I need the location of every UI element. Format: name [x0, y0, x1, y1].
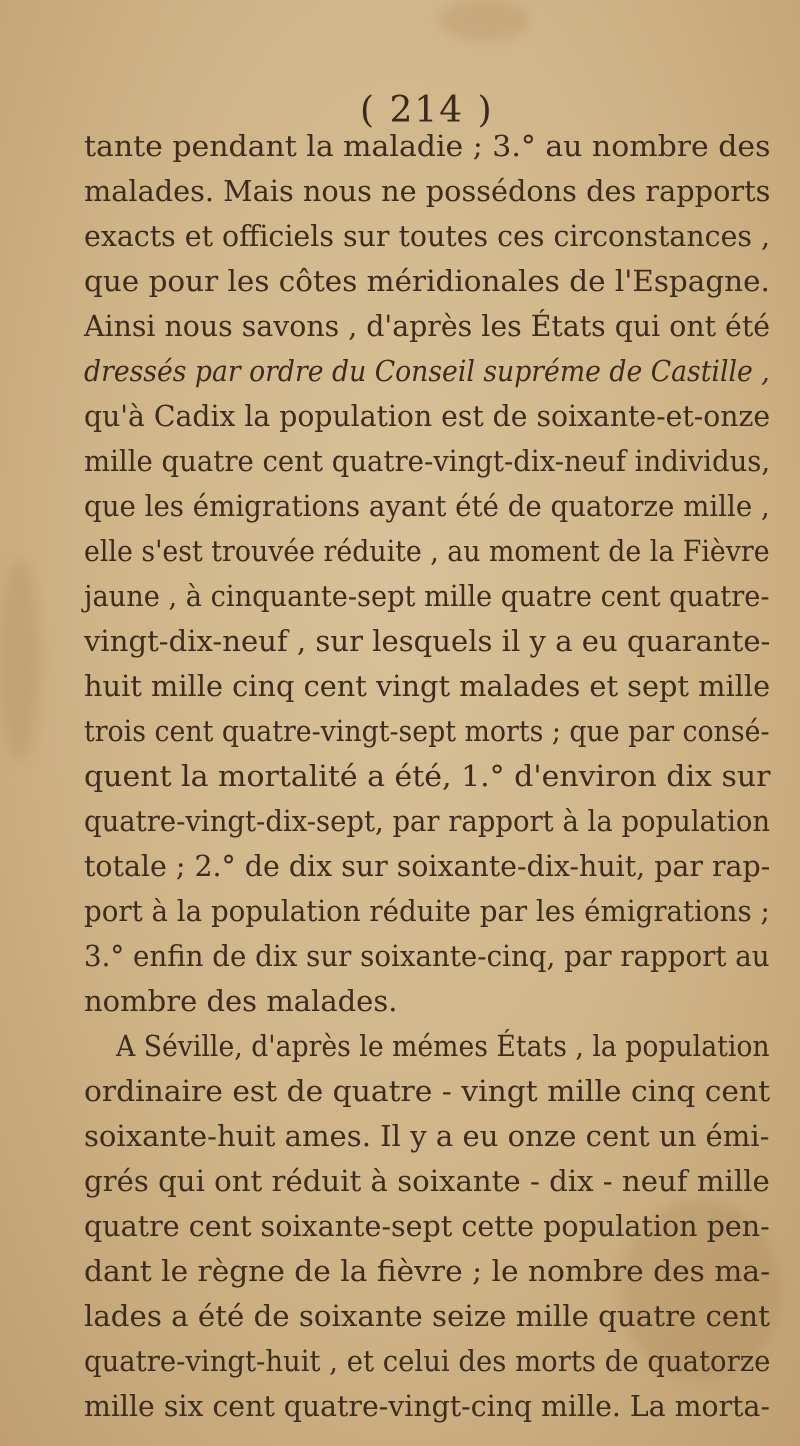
text-line: trois cent quatre-vingt-sept morts ; que par consé-	[84, 714, 770, 748]
text-line: malades. Mais nous ne possédons des rapports	[84, 174, 771, 208]
text-line: A Séville, d'après le mémes États , la population	[116, 1029, 770, 1063]
paper-stain	[440, 0, 530, 40]
text-line: jaune , à cinquante-sept mille quatre cent quatre-	[84, 579, 770, 613]
text-line: ordinaire est de quatre - vingt mille cinq cent	[84, 1074, 771, 1108]
text-line: dant le règne de la fièvre ; le nombre des ma-	[84, 1254, 771, 1288]
text-line: mille quatre cent quatre-vingt-dix-neuf individus,	[84, 444, 771, 478]
text-line: vingt-dix-neuf , sur lesquels il y a eu quarante-	[84, 624, 771, 658]
text-line: soixante-huit ames. Il y a eu onze cent un émi-	[84, 1119, 770, 1153]
text-line: quent la mortalité a été, 1.° d'environ dix sur	[84, 759, 771, 793]
text-line: nombre des malades.	[84, 984, 398, 1018]
text-line: port à la population réduite par les émigrations ;	[84, 894, 770, 928]
text-line: dressés par ordre du Conseil supréme de Castille ,	[84, 354, 770, 388]
text-line: tante pendant la maladie ; 3.° au nombre des	[84, 129, 771, 163]
text-line: quatre-vingt-huit , et celui des morts de quatorze	[84, 1344, 771, 1378]
text-line: huit mille cinq cent vingt malades et sept mille	[84, 669, 771, 703]
page-number: ( 214 )	[360, 90, 494, 131]
text-line: quatre cent soixante-sept cette population pen-	[84, 1209, 770, 1243]
text-line: totale ; 2.° de dix sur soixante-dix-huit, par rap-	[84, 849, 771, 883]
text-line: que les émigrations ayant été de quatorze mille ,	[84, 489, 770, 523]
text-line: qu'à Cadix la population est de soixante-et-onze	[84, 399, 771, 433]
text-line: exacts et officiels sur toutes ces circonstances ,	[84, 219, 771, 253]
text-line: elle s'est trouvée réduite , au moment de la Fièvre	[84, 534, 770, 568]
text-line: grés qui ont réduit à soixante - dix - neuf mille	[84, 1164, 770, 1198]
text-line: quatre-vingt-dix-sept, par rapport à la population	[84, 804, 771, 838]
text-line: Ainsi nous savons , d'après les États qui ont été	[84, 309, 771, 343]
paper-stain	[0, 560, 40, 760]
text-line: que pour les côtes méridionales de l'Espagne.	[84, 264, 770, 298]
text-line: 3.° enfin de dix sur soixante-cinq, par rapport au	[84, 939, 770, 973]
text-line: mille six cent quatre-vingt-cinq mille. La morta-	[84, 1389, 770, 1423]
text-line: lades a été de soixante seize mille quatre cent	[84, 1299, 770, 1333]
